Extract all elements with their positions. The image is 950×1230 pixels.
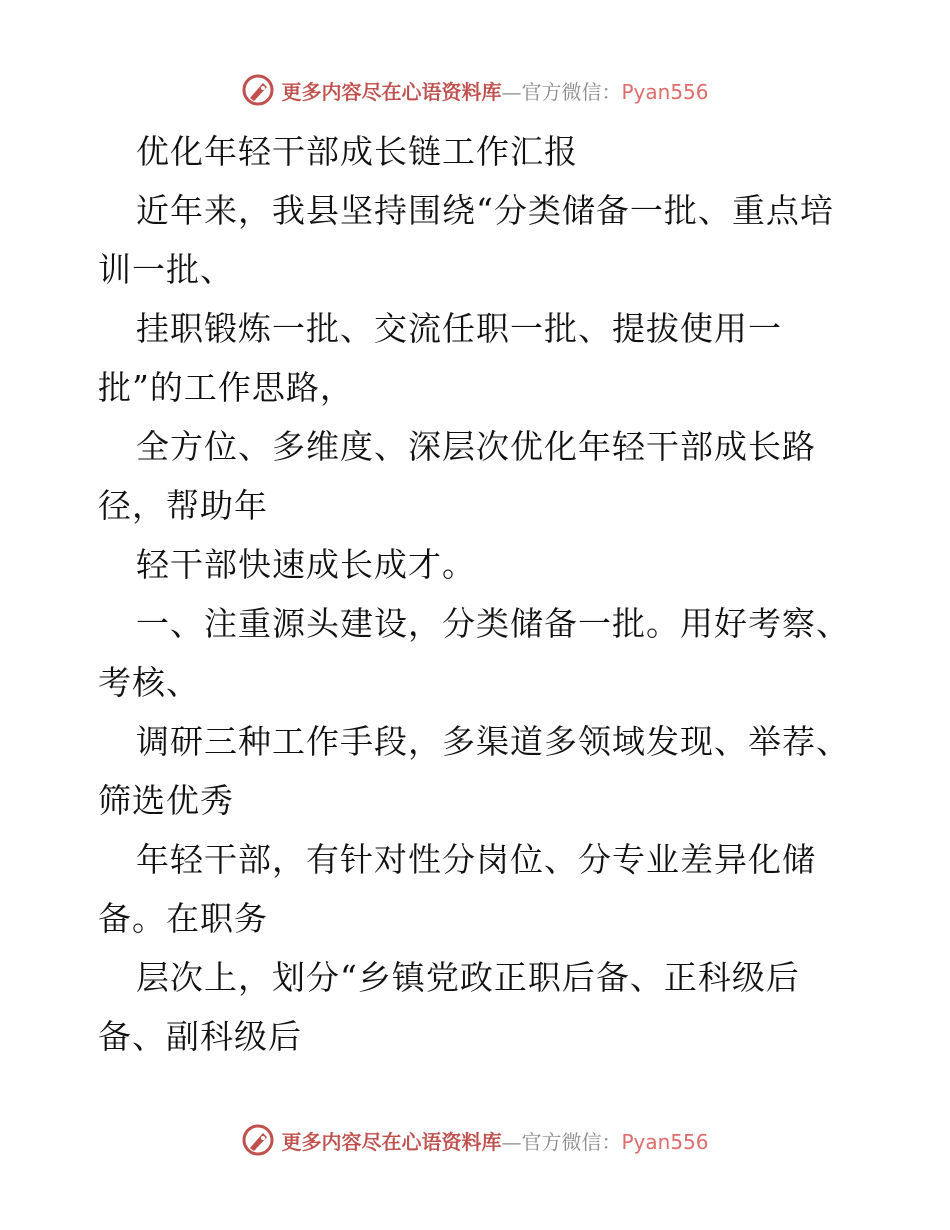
document-line: 批”的工作思路， — [98, 368, 354, 407]
document-line: 挂职锻炼一批、交流任职一批、提拔使用一 — [136, 309, 782, 348]
footer-separator: — — [501, 1129, 522, 1154]
footer-banner — [0, 1120, 950, 1160]
footer-banner-text — [281, 1126, 708, 1155]
footer-brand-text: 更多内容尽在心语资料库 — [281, 1129, 502, 1154]
footer-wechat-id: Pyan556 — [621, 1129, 709, 1154]
header-wechat-label: 官方微信： — [521, 79, 622, 104]
header-banner — [0, 70, 950, 110]
footer-wechat-label: 官方微信： — [521, 1129, 622, 1154]
header-separator: — — [501, 79, 522, 104]
document-line: 层次上，划分“乡镇党政正职后备、正科级后 — [136, 958, 800, 997]
header-brand-text: 更多内容尽在心语资料库 — [281, 79, 502, 104]
document-line: 考核、 — [98, 663, 200, 702]
header-wechat-id: Pyan556 — [621, 79, 709, 104]
header-banner-text — [281, 76, 708, 105]
document-line: 调研三种工作手段，多渠道多领域发现、举荐、 — [136, 722, 850, 761]
document-line: 轻干部快速成长成才。 — [136, 545, 476, 584]
document-line: 径，帮助年 — [98, 486, 268, 525]
document-body — [98, 122, 858, 1066]
pen-nib-circle-icon — [241, 1123, 275, 1157]
document-line: 年轻干部，有针对性分岗位、分专业差异化储 — [136, 840, 816, 879]
document-line: 备、副科级后 — [98, 1017, 302, 1056]
document-line: 备。在职务 — [98, 899, 268, 938]
document-line: 筛选优秀 — [98, 781, 234, 820]
document-line: 近年来，我县坚持围绕“分类储备一批、重点培 — [136, 191, 834, 230]
document-line: 训一批、 — [98, 250, 234, 289]
document-line: 优化年轻干部成长链工作汇报 — [136, 132, 578, 171]
document-line: 全方位、多维度、深层次优化年轻干部成长路 — [136, 427, 816, 466]
document-line: 一、注重源头建设，分类储备一批。用好考察、 — [136, 604, 850, 643]
pen-nib-circle-icon — [241, 73, 275, 107]
